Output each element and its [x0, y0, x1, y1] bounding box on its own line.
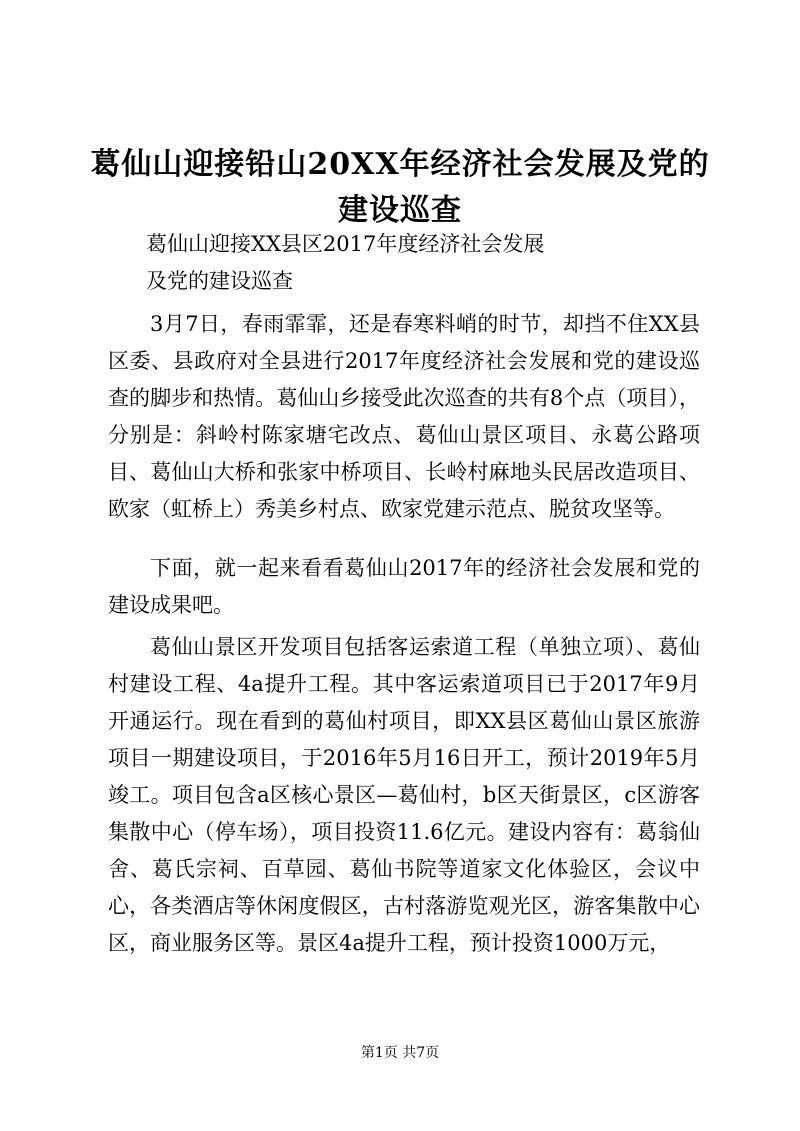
document-title: 葛仙山迎接铅山20XX年经济社会发展及党的建设巡查 — [90, 147, 710, 228]
subtitle-line-1: 葛仙山迎接XX县区2017年度经济社会发展 — [146, 232, 545, 256]
paragraph-3: 葛仙山景区开发项目包括客运索道工程（单独立项）、葛仙村建设工程、4a提升工程。其中客运索道项目已于2017年9月开通运行。现在看到的葛仙村项目，即XX县区葛仙山景区旅游项目一期建设项目，于2016年5月16日开工，预计2019年5月竣工。项目包含a区核心景区—葛仙村，b区天街景区，c区游客集散中心（停车场），项目投资11.6亿元。建设内容有：葛翁仙舍、葛氏宗祠、百草园、葛仙书院等道家文化体验区，会议中心，各类酒店等休闲度假区，古村落游览观光区，游客集散中心区，商业服务区等。景区4a提升工程，预计投资1000万元， — [108, 635, 700, 955]
subtitle-line-2: 及党的建设巡查 — [146, 269, 293, 293]
page-footer: 第1页 共7页 — [360, 1045, 440, 1061]
paragraph-2: 下面，就一起来看看葛仙山2017年的经济社会发展和党的建设成果吧。 — [108, 556, 700, 617]
paragraph-1: 3月7日，春雨霏霏，还是春寒料峭的时节，却挡不住XX县区委、县政府对全县进行2017年度经济社会发展和党的建设巡查的脚步和热情。葛仙山乡接受此次巡查的共有8个点（项目），分别是：斜岭村陈家塘宅改点、葛仙山景区项目、永葛公路项目、葛仙山大桥和张家中桥项目、长岭村麻地头民居改造项目、欧家（虹桥上）秀美乡村点、欧家党建示范点、脱贫攻坚等。 — [108, 312, 700, 521]
